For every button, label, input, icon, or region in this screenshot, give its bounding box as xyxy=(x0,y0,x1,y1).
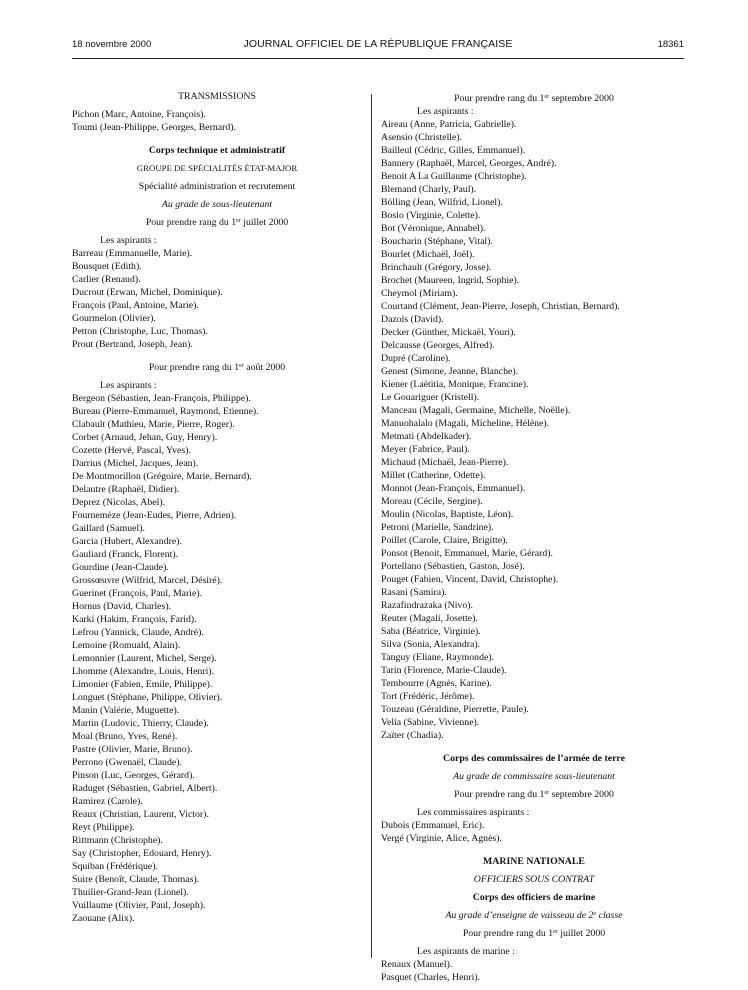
list-item: Zaouane (Alix). xyxy=(72,913,135,924)
list-item: Toumi (Jean-Philippe, Georges, Bernard). xyxy=(72,122,237,133)
grade-heading: Au grade de sous-lieutenant xyxy=(161,199,273,210)
list-item: Dazols (David). xyxy=(381,314,444,325)
list-item: Pasquet (Charles, Henri). xyxy=(381,972,481,983)
rang-heading-septembre: Pour prendre rang du 1er septembre 2000 xyxy=(454,93,614,104)
list-item: Tanguy (Eliane, Raymonde). xyxy=(381,652,495,663)
list-item: Vergé (Virginie, Alice, Agnès). xyxy=(381,833,502,844)
list-item: Benoit A La Guillaume (Christophe). xyxy=(381,171,527,182)
list-item: Prout (Bertrand, Joseph, Jean). xyxy=(72,339,193,350)
groupe-heading: GROUPE DE SPÉCIALITÉS ÉTAT-MAJOR xyxy=(136,163,298,173)
aspirants-list-juillet xyxy=(72,247,362,351)
list-item: Bölling (Jean, Wilfrid, Lionel). xyxy=(381,197,503,208)
list-item: Bureau (Pierre-Emmanuel, Raymond, Etienne). xyxy=(72,406,259,417)
list-item: Pastre (Olivier, Marie, Bruno). xyxy=(72,744,193,755)
rang-heading-marine: Pour prendre rang du 1er juillet 2000 xyxy=(462,928,606,939)
list-item: Petton (Christophe, Luc, Thomas). xyxy=(72,326,208,337)
list-item: Renaux (Manuel). xyxy=(381,959,453,970)
list-item: Reuter (Magali, Josette). xyxy=(381,613,478,624)
list-item: Gaillard (Samuel). xyxy=(72,523,145,534)
list-item: Bannery (Raphaël, Marcel, Georges, André). xyxy=(381,158,557,169)
list-item: Lemonnier (Laurent, Michel, Serge). xyxy=(72,653,217,664)
commissaires-heading: Corps des commissaires de l’armée de terre xyxy=(443,753,625,764)
list-item: Rittmann (Christophe). xyxy=(72,835,163,846)
list-item: Decker (Günther, Mickaël, Youri). xyxy=(381,327,516,338)
list-item: Bergeon (Sébastien, Jean-François, Philippe). xyxy=(72,393,251,404)
list-item: Pinson (Luc, Georges, Gérard). xyxy=(72,770,195,781)
list-item: Tarin (Florence, Marie-Claude). xyxy=(381,665,507,676)
corps-heading: Corps technique et administratif xyxy=(148,145,286,156)
marine-label: Les aspirants de marine : xyxy=(417,946,515,957)
list-item: Bourlet (Michaël, Joël). xyxy=(381,249,475,260)
list-item: Raduget (Sébastien, Gabriel, Albert). xyxy=(72,783,218,794)
list-item: Carlier (Renaud). xyxy=(72,274,141,285)
list-item: Le Gouariguer (Kristell). xyxy=(381,392,480,403)
list-item: Garcia (Hubert, Alexandre). xyxy=(72,536,182,547)
journal-title: JOURNAL OFFICIEL DE LA RÉPUBLIQUE FRANÇAISE xyxy=(243,38,513,50)
list-item: Manuohalalo (Magali, Micheline, Hélène). xyxy=(381,418,550,429)
aspirants-label: Les aspirants : xyxy=(100,235,157,246)
list-item: Kiener (Laëtitia, Monique, Francine). xyxy=(381,379,529,390)
list-item: Ramirez (Carole). xyxy=(72,796,143,807)
marine-list xyxy=(381,958,687,984)
list-item: Asensio (Christelle). xyxy=(381,132,463,143)
list-item: Lhomme (Alexandre, Louis, Henri). xyxy=(72,666,215,677)
list-item: Rasani (Samira). xyxy=(381,587,447,598)
list-item: Say (Christopher, Edouard, Henry). xyxy=(72,848,212,859)
list-item: Hornus (David, Charles). xyxy=(72,601,172,612)
commissaires-grade-heading: Au grade de commissaire sous-lieutenant xyxy=(453,771,615,782)
list-item: Monnot (Jean-François, Emmanuel). xyxy=(381,483,526,494)
list-item: Touzeau (Géraldine, Pierrette, Paule). xyxy=(381,704,529,715)
transmissions-list xyxy=(72,108,362,134)
list-item: Reaux (Christian, Laurent, Victor). xyxy=(72,809,209,820)
list-item: Gauliard (Franck, Florent). xyxy=(72,549,179,560)
corps-marine-heading: Corps des officiers de marine xyxy=(472,892,596,903)
list-item: Portellano (Sébastien, Gaston, José). xyxy=(381,561,525,572)
list-item: Limonier (Fabien, Emile, Philippe). xyxy=(72,679,213,690)
aspirants-label: Les aspirants : xyxy=(100,380,157,391)
commissaires-label: Les commissaires aspirants : xyxy=(417,807,530,818)
list-item: Brinchault (Grégory, Josse). xyxy=(381,262,492,273)
left-column xyxy=(72,90,362,925)
commissaires-list xyxy=(381,819,687,845)
aspirants-list-aout xyxy=(72,392,362,925)
list-item: Gourdine (Jean-Claude). xyxy=(72,562,169,573)
list-item: De Montmorillon (Grégoire, Marie, Bernard). xyxy=(72,471,252,482)
list-item: François (Paul, Antoine, Marie). xyxy=(72,300,199,311)
list-item: Meyer (Fabrice, Paul). xyxy=(381,444,470,455)
list-item: Corbet (Arnaud, Jehan, Guy, Henry). xyxy=(72,432,218,443)
list-item: Bailleul (Cédric, Gilles, Emmanuel). xyxy=(381,145,526,156)
list-item: Bosio (Virginie, Colette). xyxy=(381,210,481,221)
list-item: Cheymol (Miriam). xyxy=(381,288,458,299)
list-item: Delautre (Raphaël, Didier). xyxy=(72,484,180,495)
list-item: Reyt (Philippe). xyxy=(72,822,135,833)
list-item: Aireau (Anne, Patricia, Gabrielle). xyxy=(381,119,517,130)
list-item: Martin (Ludovic, Thierry, Claude). xyxy=(72,718,209,729)
list-item: Longuet (Stéphane, Philippe, Olivier). xyxy=(72,692,223,703)
page-header xyxy=(72,36,684,56)
rang-heading-aout: Pour prendre rang du 1er août 2000 xyxy=(148,362,286,373)
list-item: Delcausse (Georges, Alfred). xyxy=(381,340,495,351)
rang-heading-commissaires: Pour prendre rang du 1er septembre 2000 xyxy=(454,789,614,800)
list-item: Velia (Sabine, Vivienne). xyxy=(381,717,480,728)
list-item: Ducrout (Erwan, Michel, Dominique). xyxy=(72,287,223,298)
column-divider xyxy=(371,94,372,958)
list-item: Bousquet (Edith). xyxy=(72,261,142,272)
list-item: Manceau (Magali, Germaine, Michelle, Noëlle). xyxy=(381,405,571,416)
list-item: Moreau (Cécile, Sergine). xyxy=(381,496,483,507)
list-item: Fournemèze (Jean-Eudes, Pierre, Adrien). xyxy=(72,510,237,521)
list-item: Courtand (Clément, Jean-Pierre, Joseph, Christian, Bernard). xyxy=(381,301,620,312)
list-item: Dubois (Emmanuel, Eric). xyxy=(381,820,485,831)
aspirants-label: Les aspirants : xyxy=(417,106,474,117)
list-item: Suire (Benoît, Claude, Thomas). xyxy=(72,874,200,885)
list-item: Zaïter (Chadia). xyxy=(381,730,444,741)
list-item: Pouget (Fabien, Vincent, David, Christophe). xyxy=(381,574,559,585)
list-item: Clabault (Mathieu, Marie, Pierre, Roger). xyxy=(72,419,235,430)
list-item: Petroni (Marielle, Sandrine). xyxy=(381,522,494,533)
list-item: Squiban (Frédérique). xyxy=(72,861,158,872)
list-item: Tort (Frédéric, Jérôme). xyxy=(381,691,475,702)
list-item: Saba (Béatrice, Virginie). xyxy=(381,626,481,637)
list-item: Tembourre (Agnès, Karine). xyxy=(381,678,492,689)
list-item: Perrono (Gwenaël, Claude). xyxy=(72,757,182,768)
list-item: Manin (Valérie, Muguette). xyxy=(72,705,180,716)
marine-heading: MARINE NATIONALE xyxy=(483,856,585,867)
rang-heading-juillet: Pour prendre rang du 1er juillet 2000 xyxy=(145,217,289,228)
right-column xyxy=(381,92,687,984)
list-item: Darrius (Michel, Jacques, Jean). xyxy=(72,458,199,469)
list-item: Barreau (Emmanuelle, Marie). xyxy=(72,248,193,259)
page-number: 18361 xyxy=(657,39,684,50)
list-item: Brochet (Maureen, Ingrid, Sophie). xyxy=(381,275,520,286)
list-item: Boucharin (Stéphane, Vital). xyxy=(381,236,493,247)
list-item: Grossœuvre (Wilfrid, Marcel, Désiré). xyxy=(72,575,223,586)
list-item: Silva (Sonia, Alexandra). xyxy=(381,639,481,650)
list-item: Ponsot (Benoit, Emmanuel, Marie, Gérard). xyxy=(381,548,553,559)
list-item: Dupré (Caroline). xyxy=(381,353,451,364)
list-item: Guerinet (François, Paul, Marie). xyxy=(72,588,203,599)
list-item: Gourmelon (Olivier). xyxy=(72,313,156,324)
officiers-heading: OFFICIERS SOUS CONTRAT xyxy=(473,874,595,885)
list-item: Razafindrazaka (Nivo). xyxy=(381,600,473,611)
list-item: Thuilier-Grand-Jean (Lionel). xyxy=(72,887,189,898)
list-item: Cozette (Hervé, Pascal, Yves). xyxy=(72,445,191,456)
list-item: Michaud (Michaël, Jean-Pierre). xyxy=(381,457,509,468)
list-item: Deprez (Nicolas, Abel). xyxy=(72,497,166,508)
list-item: Lefrou (Yannick, Claude, André). xyxy=(72,627,204,638)
list-item: Blemand (Charly, Paul). xyxy=(381,184,477,195)
list-item: Moal (Bruno, Yves, René). xyxy=(72,731,178,742)
header-rule xyxy=(72,58,684,59)
specialite-heading: Spécialité administration et recrutement xyxy=(138,181,296,192)
aspirants-list-septembre xyxy=(381,118,687,742)
list-item: Pichon (Marc, Antoine, François). xyxy=(72,109,206,120)
list-item: Moulin (Nicolas, Baptiste, Léon). xyxy=(381,509,514,520)
list-item: Genest (Simone, Jeanne, Blanche). xyxy=(381,366,519,377)
list-item: Karki (Hakim, François, Farid). xyxy=(72,614,197,625)
list-item: Lemoine (Romuald, Alain). xyxy=(72,640,181,651)
section-heading-transmissions: TRANSMISSIONS xyxy=(178,91,256,102)
marine-grade-heading: Au grade d’enseigne de vaisseau de 2e classe xyxy=(445,910,623,921)
list-item: Bot (Véronique, Annabel). xyxy=(381,223,486,234)
list-item: Millet (Catherine, Odette). xyxy=(381,470,486,481)
header-date: 18 novembre 2000 xyxy=(72,39,152,50)
list-item: Poillet (Carole, Claire, Brigitte). xyxy=(381,535,508,546)
list-item: Vuillaume (Olivier, Paul, Joseph). xyxy=(72,900,206,911)
list-item: Metmati (Abdelkader). xyxy=(381,431,472,442)
